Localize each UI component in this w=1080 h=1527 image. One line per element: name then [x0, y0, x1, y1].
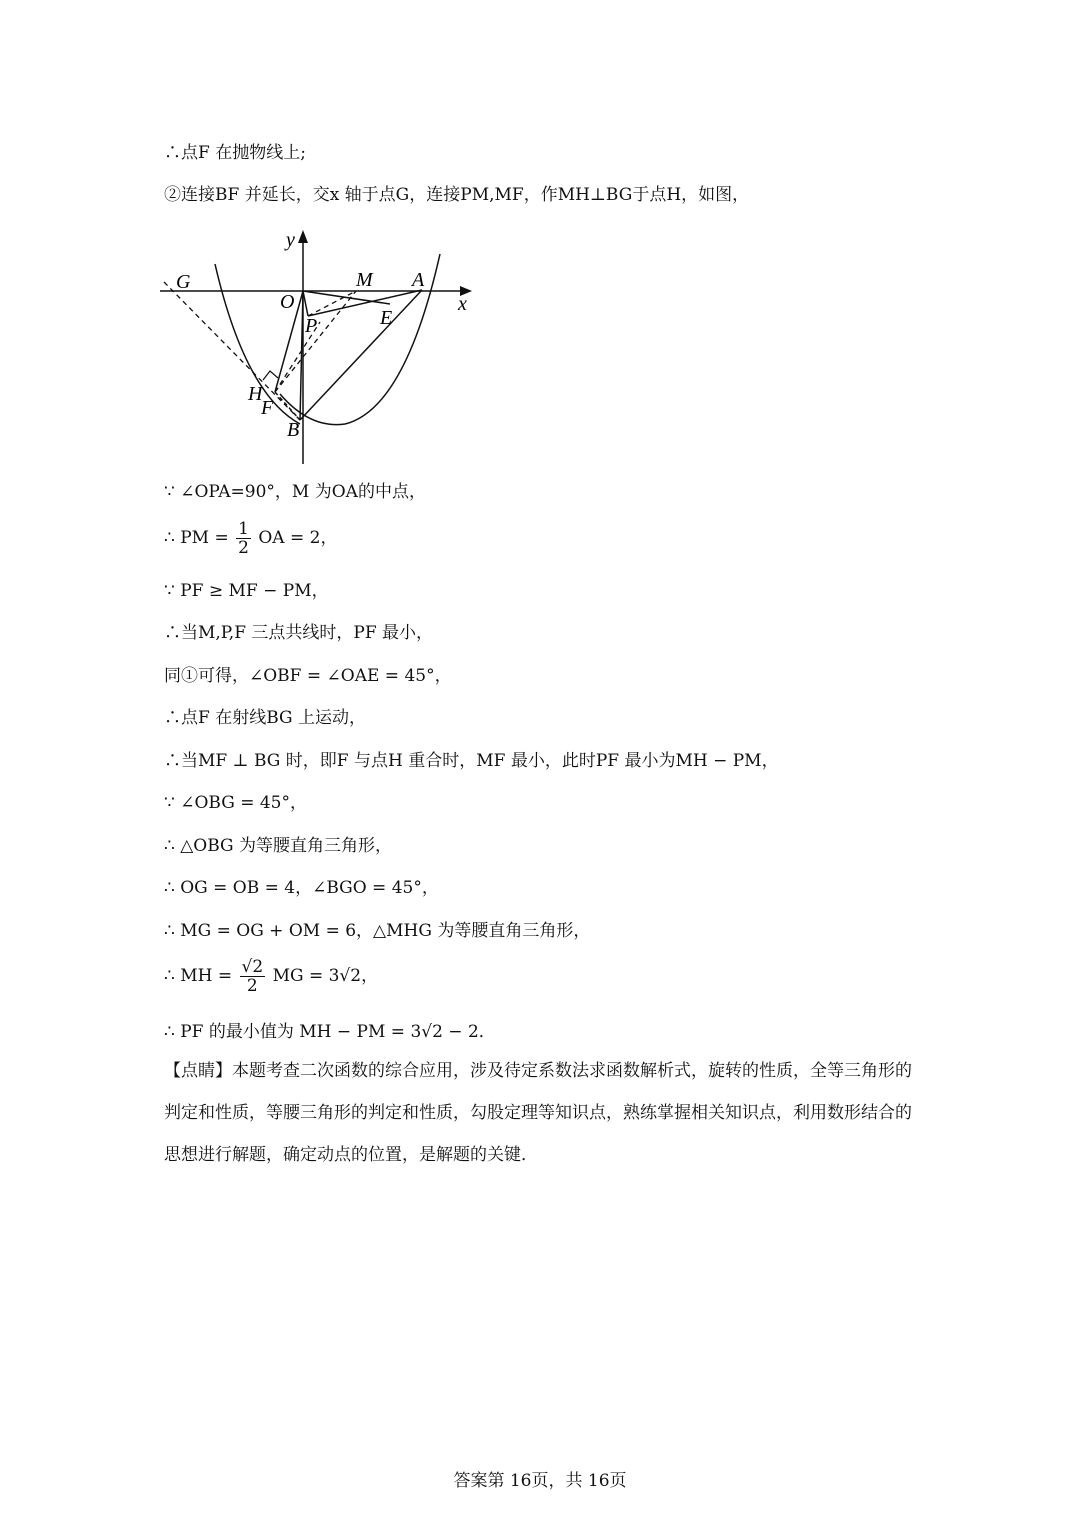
text-line: ∴当MF ⊥ BG 时，即F 与点H 重合时，MF 最小，此时PF 最小为MH − PM，	[164, 751, 779, 771]
text-line: ∴当M,P,F 三点共线时，PF 最小，	[164, 623, 434, 643]
text-line: ∴点F 在射线BG 上运动，	[164, 708, 366, 728]
geometry-figure	[160, 224, 490, 464]
text-line: ∴ OG = OB = 4，∠BGO = 45°，	[164, 878, 439, 898]
fraction	[236, 520, 251, 557]
fraction	[240, 958, 266, 995]
page-footer: 答案第 16页，共 16页	[453, 1471, 627, 1491]
text-line: ∵ ∠OBG = 45°，	[164, 793, 307, 813]
eq-suffix: OA = 2，	[258, 528, 338, 548]
text-line: 同①可得，∠OBF = ∠OAE = 45°，	[164, 666, 452, 686]
segment-OE	[303, 291, 390, 304]
label-G: G	[176, 271, 191, 293]
comment-paragraph: 【点睛】本题考查二次函数的综合应用，涉及待定系数法求函数解析式，旋转的性质，全等三角形的判定和性质，等腰三角形的判定和性质，勾股定理等知识点，熟练掌握相关知识点，利用数形结合的思想进行解题，确定动点的位置，是解题的关键．	[164, 1061, 912, 1165]
label-x: x	[458, 293, 467, 315]
y-axis-arrow	[298, 230, 308, 243]
text-line: ∴ △OBG 为等腰直角三角形，	[164, 836, 393, 856]
fraction-numerator: √2	[241, 957, 264, 977]
text-line: ∴ PF 的最小值为 MH − PM = 3√2 − 2．	[164, 1022, 496, 1042]
eq-prefix: ∴ MH =	[164, 966, 233, 986]
text-line: ∵ PF ≥ MF − PM，	[164, 581, 329, 601]
label-P: P	[305, 315, 318, 337]
label-H: H	[248, 383, 263, 405]
eq-suffix: MG = 3√2，	[272, 966, 379, 986]
text-line-fraction	[164, 520, 337, 557]
text-line: ∴ MG = OG + OM = 6，△MHG 为等腰直角三角形，	[164, 921, 591, 941]
text-line: ∴点F 在抛物线上;	[164, 143, 306, 163]
label-B: B	[287, 419, 300, 441]
text-line: ②连接BF 并延长，交x 轴于点G，连接PM,MF，作MH⊥BG于点H，如图，	[164, 185, 750, 205]
label-y: y	[286, 229, 295, 251]
text-line-fraction	[164, 958, 378, 995]
fraction-denominator: 2	[246, 976, 258, 996]
label-A: A	[412, 269, 425, 291]
right-angle-mark	[263, 371, 278, 380]
eq-prefix: ∴ PM =	[164, 528, 229, 548]
text-line: ∵ ∠OPA=90°，M 为OA的中点，	[164, 482, 426, 502]
fraction-denominator: 2	[238, 538, 249, 558]
fraction-numerator: 1	[238, 519, 249, 539]
label-O: O	[280, 291, 295, 313]
segment-BA	[300, 290, 422, 420]
label-E: E	[380, 307, 393, 329]
label-F: F	[261, 397, 274, 419]
label-M: M	[356, 269, 373, 291]
